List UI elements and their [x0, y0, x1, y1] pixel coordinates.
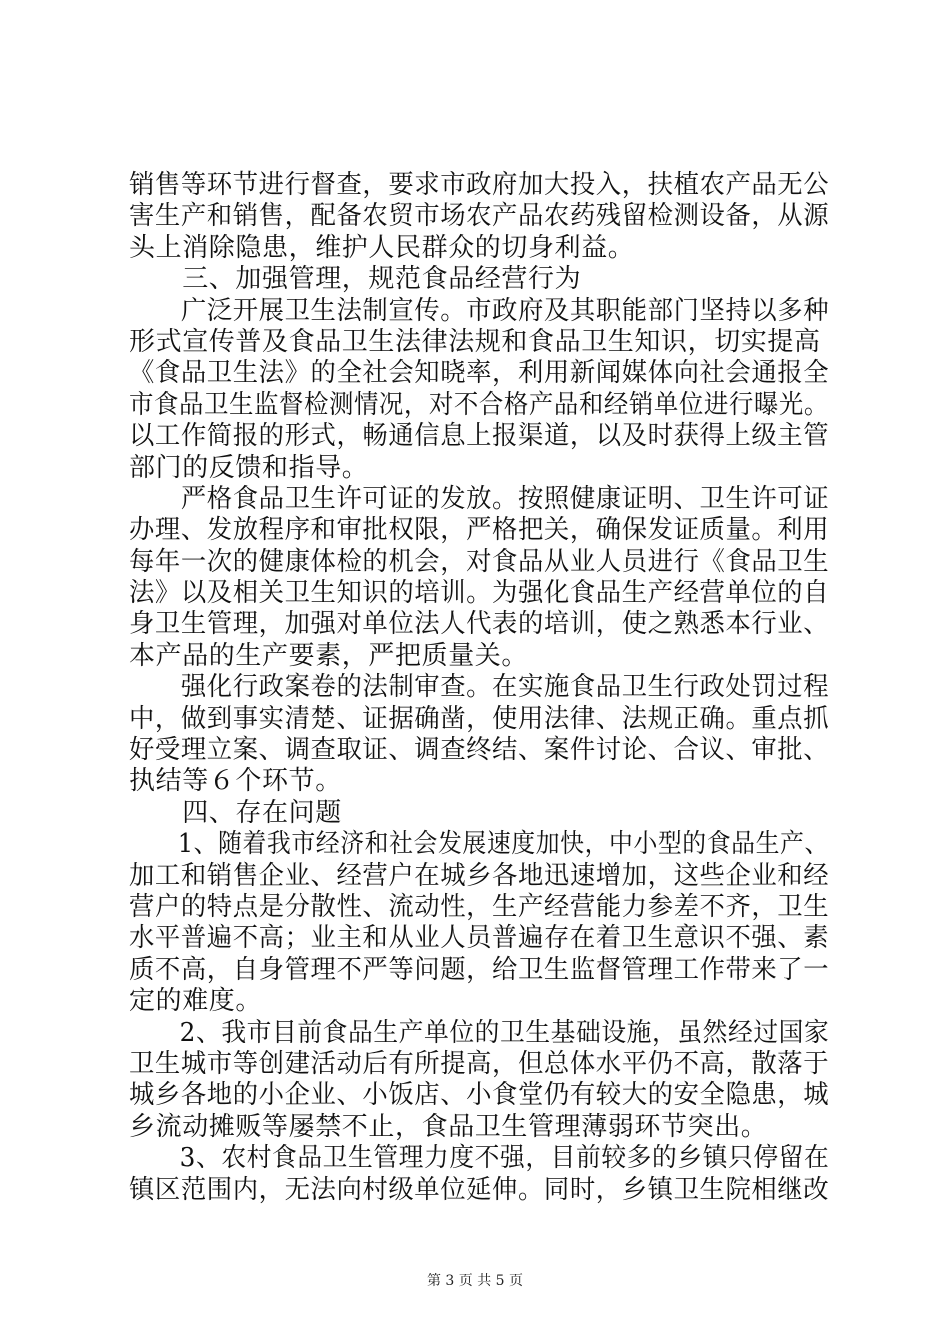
- text-line: 以工作简报的形式，畅通信息上报渠道，以及时获得上级主管: [129, 421, 830, 452]
- text-line: 卫生城市等创建活动后有所提高，但总体水平仍不高，散落于: [129, 1048, 830, 1079]
- text-line: 广泛开展卫生法制宣传。市政府及其职能部门坚持以多种: [129, 295, 830, 326]
- text-line: 头上消除隐患，维护人民群众的切身利益。: [129, 232, 635, 263]
- text-line: 每年一次的健康体检的机会，对食品从业人员进行《食品卫生: [129, 546, 830, 577]
- text-line: 部门的反馈和指导。: [129, 452, 369, 483]
- text-line: 2、我市目前食品生产单位的卫生基础设施，虽然经过国家: [129, 1017, 830, 1048]
- text-line: 加工和销售企业、经营户在城乡各地迅速增加，这些企业和经: [129, 860, 830, 891]
- text-line: 好受理立案、调查取证、调查终结、案件讨论、合议、审批、: [129, 735, 830, 766]
- text-line: 营户的特点是分散性、流动性，生产经营能力参差不齐，卫生: [129, 891, 830, 922]
- text-line: 3、农村食品卫生管理力度不强，目前较多的乡镇只停留在: [129, 1143, 830, 1174]
- text-line: 质不高，自身管理不严等问题，给卫生监督管理工作带来了一: [129, 954, 830, 985]
- text-line: 形式宣传普及食品卫生法律法规和食品卫生知识，切实提高: [129, 326, 821, 357]
- text-line: 四、存在问题: [129, 797, 342, 828]
- text-line: 乡流动摊贩等屡禁不止，食品卫生管理薄弱环节突出。: [129, 1111, 768, 1142]
- text-line: 1、随着我市经济和社会发展速度加快，中小型的食品生产、: [129, 829, 829, 860]
- text-line: 法》以及相关卫生知识的培训。为强化食品生产经营单位的自: [129, 578, 830, 609]
- text-line: 身卫生管理，加强对单位法人代表的培训，使之熟悉本行业、: [129, 609, 830, 640]
- text-line: 办理、发放程序和审批权限，严格把关，确保发证质量。利用: [129, 515, 830, 546]
- text-line: 镇区范围内，无法向村级单位延伸。同时，乡镇卫生院相继改: [129, 1174, 830, 1205]
- text-line: 害生产和销售，配备农贸市场农产品农药残留检测设备，从源: [129, 201, 830, 232]
- text-line: 严格食品卫生许可证的发放。按照健康证明、卫生许可证: [129, 483, 830, 514]
- text-line: 中，做到事实清楚、证据确凿，使用法律、法规正确。重点抓: [129, 703, 830, 734]
- page-footer: 第 3 页 共 5 页: [426, 1273, 524, 1289]
- body-text: [129, 170, 829, 1206]
- text-line: 执结等６个环节。: [129, 766, 342, 797]
- text-line: 市食品卫生监督检测情况，对不合格产品和经销单位进行曝光。: [129, 389, 829, 420]
- text-line: 三、加强管理，规范食品经营行为: [129, 264, 582, 295]
- text-line: 销售等环节进行督查，要求市政府加大投入，扶植农产品无公: [129, 170, 830, 200]
- text-line: 城乡各地的小企业、小饭店、小食堂仍有较大的安全隐患，城: [129, 1080, 830, 1111]
- text-line: 强化行政案卷的法制审查。在实施食品卫生行政处罚过程: [129, 672, 830, 703]
- text-line: 本产品的生产要素，严把质量关。: [129, 640, 529, 671]
- text-line: 《食品卫生法》的全社会知晓率，利用新闻媒体向社会通报全: [129, 358, 830, 389]
- text-line: 水平普遍不高；业主和从业人员普遍存在着卫生意识不强、素: [129, 923, 830, 954]
- text-line: 定的难度。: [129, 986, 263, 1017]
